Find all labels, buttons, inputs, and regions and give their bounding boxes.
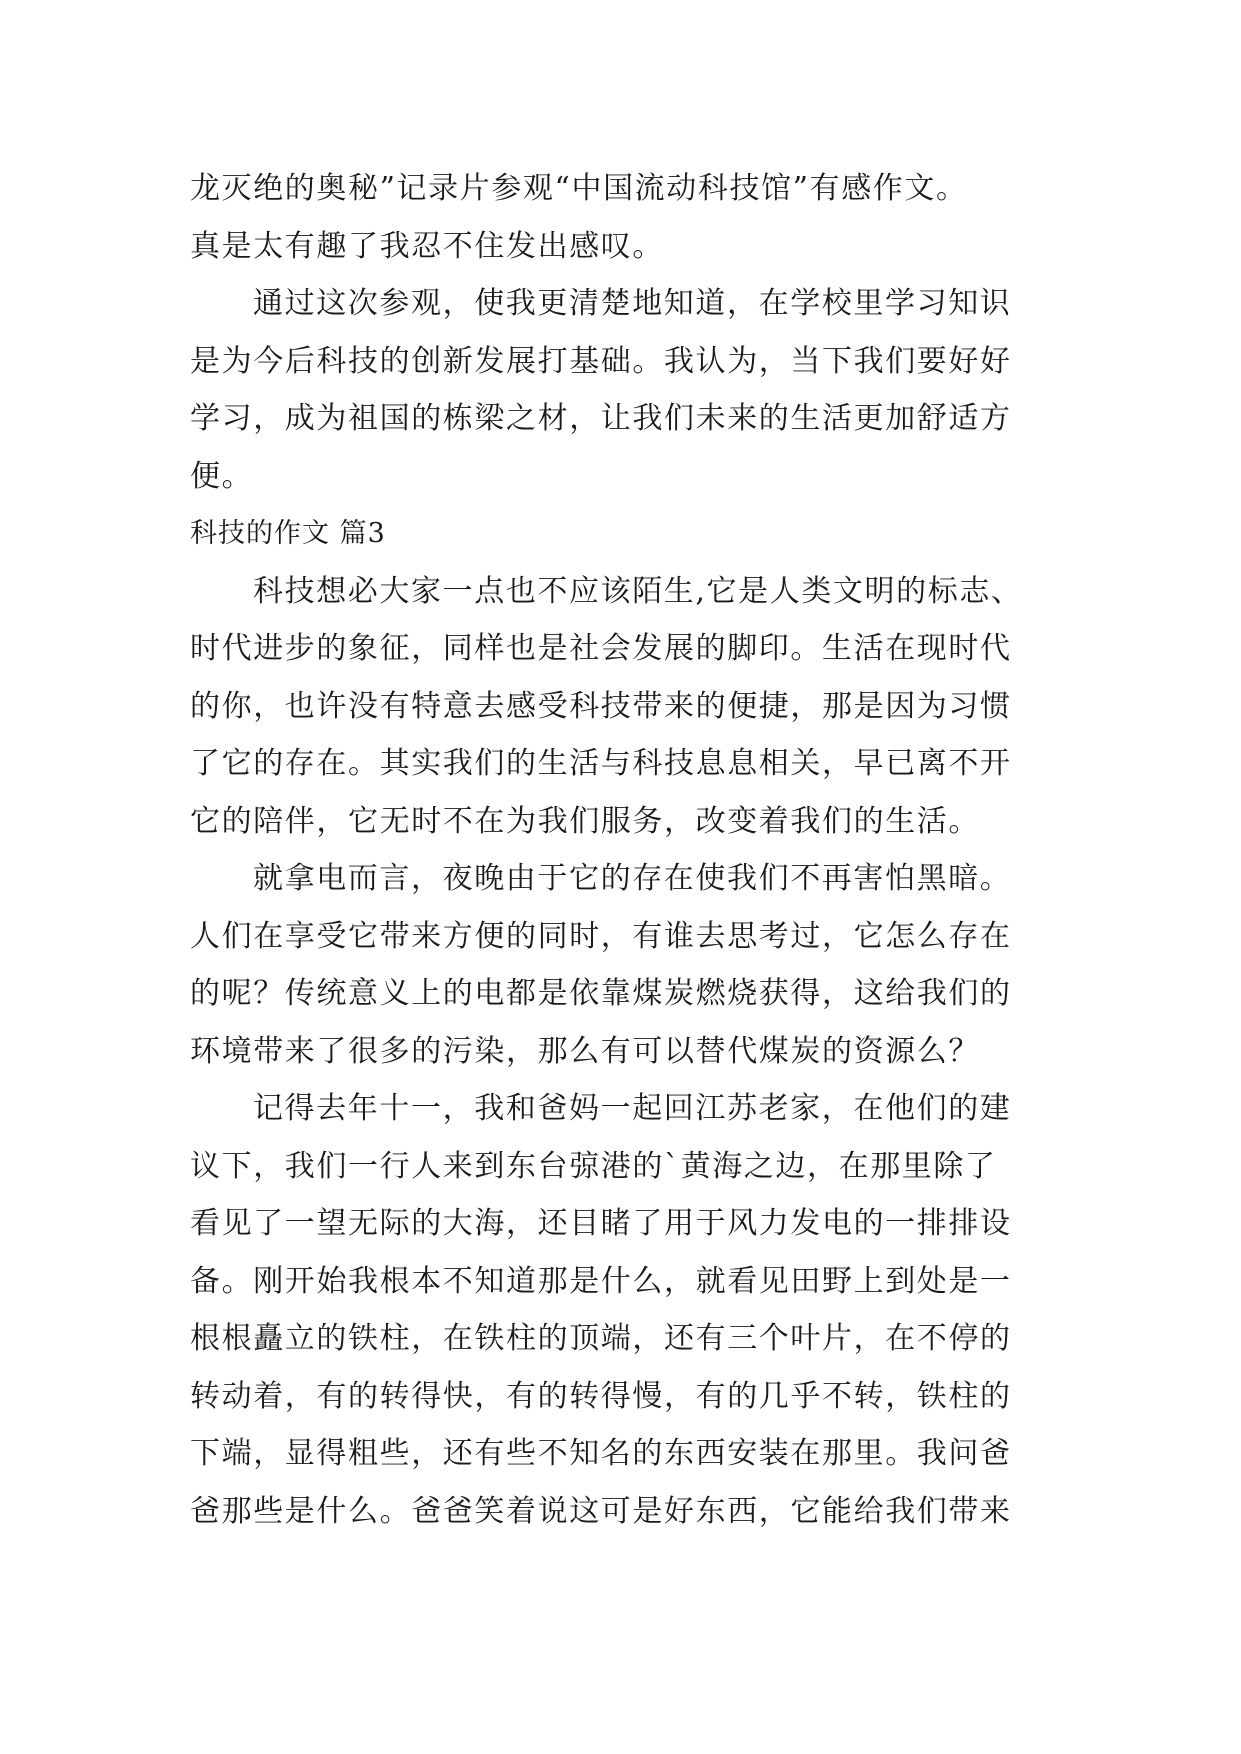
- text-line: 就拿电而言，夜晚由于它的存在使我们不再害怕黑暗。: [253, 861, 1012, 896]
- text-line: 是为今后科技的创新发展打基础。我认为，当下我们要好好: [190, 343, 1012, 379]
- text-line: 根根矗立的铁柱，在铁柱的顶端，还有三个叶片，在不停的: [190, 1321, 1012, 1356]
- text-line: 的呢？传统意义上的电都是依靠煤炭燃烧获得，这给我们的: [190, 976, 1012, 1011]
- text-line: 龙灭绝的奥秘”记录片参观“中国流动科技馆”有感作文。: [190, 171, 968, 206]
- text-line: 真是太有趣了我忍不住发出感叹。: [190, 228, 664, 264]
- text-line: 通过这次参观，使我更清楚地知道，在学校里学习知识: [253, 286, 1012, 321]
- text-line: 记得去年十一，我和爸妈一起回江苏老家，在他们的建: [253, 1091, 1012, 1126]
- section-heading: 科技的作文 篇3: [190, 518, 386, 549]
- text-line: 了它的存在。其实我们的生活与科技息息相关，早已离不开: [190, 746, 1012, 781]
- text-line: 学习，成为祖国的栋梁之材，让我们未来的生活更加舒适方: [190, 401, 1012, 436]
- text-line: 环境带来了很多的污染，那么有可以替代煤炭的资源么？: [190, 1033, 980, 1069]
- text-line: 议下，我们一行人来到东台弶港的`黄海之边，在那里除了: [190, 1148, 997, 1184]
- text-line: 的你，也许没有特意去感受科技带来的便捷，那是因为习惯: [190, 688, 1012, 724]
- text-line: 科技想必大家一点也不应该陌生,它是人类文明的标志、: [253, 573, 1023, 609]
- text-line: 看见了一望无际的大海，还目睹了用于风力发电的一排排设: [190, 1206, 1012, 1241]
- text-line: 它的陪伴，它无时不在为我们服务，改变着我们的生活。: [190, 803, 980, 839]
- text-line: 人们在享受它带来方便的同时，有谁去思考过，它怎么存在: [190, 918, 1012, 954]
- text-line: 下端，显得粗些，还有些不知名的东西安装在那里。我问爸: [190, 1436, 1012, 1471]
- text-line: 便。: [190, 458, 254, 494]
- text-line: 爸那些是什么。爸爸笑着说这可是好东西，它能给我们带来: [190, 1493, 1012, 1529]
- text-line: 时代进步的象征，同样也是社会发展的脚印。生活在现时代: [190, 631, 1012, 666]
- text-line: 转动着，有的转得快，有的转得慢，有的几乎不转，铁柱的: [190, 1378, 1012, 1414]
- essay-text-block: [190, 160, 1070, 1540]
- text-line: 备。刚开始我根本不知道那是什么，就看见田野上到处是一: [190, 1263, 1012, 1299]
